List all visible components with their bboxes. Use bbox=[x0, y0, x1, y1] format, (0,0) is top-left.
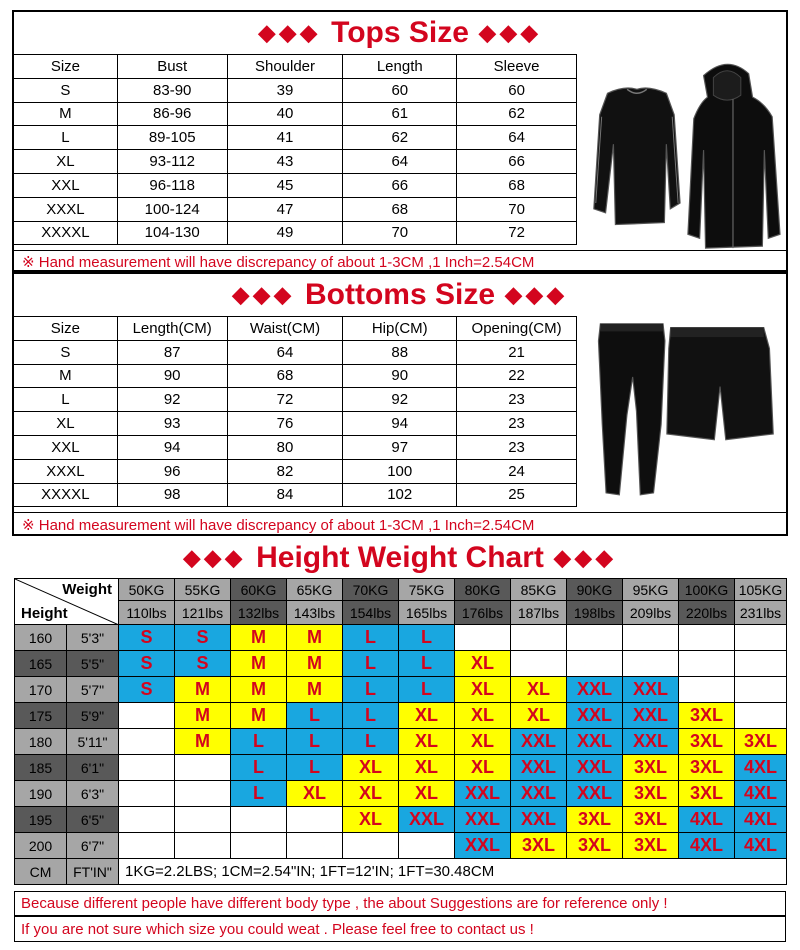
weight-lbs-header: 198lbs bbox=[567, 601, 623, 625]
height-row bbox=[15, 781, 787, 807]
table-cell: 49 bbox=[227, 221, 343, 245]
table-cell: M bbox=[14, 364, 118, 388]
size-recommendation-cell bbox=[119, 833, 175, 859]
size-recommendation-cell: L bbox=[287, 729, 343, 755]
size-recommendation-cell bbox=[175, 755, 231, 781]
table-cell: 76 bbox=[227, 412, 343, 436]
height-ft-cell: 6'5" bbox=[67, 807, 119, 833]
table-cell: S bbox=[14, 78, 118, 102]
bottoms-title-text: Bottoms Size bbox=[304, 278, 496, 311]
diamond-icons-left: ◆◆◆ bbox=[183, 545, 247, 570]
table-cell: 24 bbox=[457, 459, 577, 483]
height-row bbox=[15, 755, 787, 781]
table-cell: 25 bbox=[457, 483, 577, 507]
table-row bbox=[14, 483, 577, 507]
size-recommendation-cell: M bbox=[175, 729, 231, 755]
size-recommendation-cell: M bbox=[231, 703, 287, 729]
size-recommendation-cell bbox=[119, 703, 175, 729]
size-recommendation-cell: XL bbox=[455, 755, 511, 781]
size-recommendation-cell: L bbox=[399, 625, 455, 651]
height-row bbox=[15, 807, 787, 833]
size-recommendation-cell: XXL bbox=[567, 755, 623, 781]
table-cell: XXXXL bbox=[14, 483, 118, 507]
table-cell: M bbox=[14, 102, 118, 126]
table-cell: XXXL bbox=[14, 459, 118, 483]
table-row bbox=[14, 197, 577, 221]
size-recommendation-cell: XL bbox=[399, 729, 455, 755]
size-recommendation-cell bbox=[623, 625, 679, 651]
size-recommendation-cell bbox=[119, 807, 175, 833]
table-cell: 39 bbox=[227, 78, 343, 102]
size-recommendation-cell: XXL bbox=[511, 755, 567, 781]
size-recommendation-cell: 3XL bbox=[679, 781, 735, 807]
height-ft-cell: 6'7" bbox=[67, 833, 119, 859]
size-recommendation-cell: XXL bbox=[511, 729, 567, 755]
height-ft-cell: 5'11" bbox=[67, 729, 119, 755]
column-header: Sleeve bbox=[457, 55, 577, 79]
tops-size-table bbox=[13, 54, 577, 245]
corner-cell bbox=[15, 579, 119, 625]
height-cm-cell: 160 bbox=[15, 625, 67, 651]
size-recommendation-cell: L bbox=[287, 755, 343, 781]
weight-lbs-header: 110lbs bbox=[119, 601, 175, 625]
height-cm-cell: 175 bbox=[15, 703, 67, 729]
table-cell: 68 bbox=[227, 364, 343, 388]
column-header: Size bbox=[14, 55, 118, 79]
size-recommendation-cell bbox=[175, 833, 231, 859]
shorts-shape bbox=[667, 328, 773, 440]
table-header-row bbox=[14, 317, 577, 341]
weight-kg-header: 55KG bbox=[175, 579, 231, 601]
table-cell: 62 bbox=[343, 126, 457, 150]
size-recommendation-cell bbox=[119, 729, 175, 755]
table-cell: 97 bbox=[343, 435, 457, 459]
table-cell: 86-96 bbox=[117, 102, 227, 126]
size-recommendation-cell bbox=[511, 625, 567, 651]
size-recommendation-cell: XL bbox=[343, 781, 399, 807]
disclaimer-contact: If you are not sure which size you could weat . Please feel free to contact us ! bbox=[14, 916, 786, 942]
table-cell: S bbox=[14, 340, 118, 364]
table-cell: 60 bbox=[343, 78, 457, 102]
table-row bbox=[14, 459, 577, 483]
table-cell: 43 bbox=[227, 150, 343, 174]
size-recommendation-cell: XXL bbox=[455, 781, 511, 807]
size-recommendation-cell: XXL bbox=[623, 677, 679, 703]
size-recommendation-cell: XXL bbox=[567, 781, 623, 807]
table-cell: 72 bbox=[457, 221, 577, 245]
size-recommendation-cell bbox=[119, 781, 175, 807]
weight-kg-header: 95KG bbox=[623, 579, 679, 601]
tops-title-text: Tops Size bbox=[331, 16, 469, 49]
table-cell: L bbox=[14, 388, 118, 412]
weight-kg-header: 60KG bbox=[231, 579, 287, 601]
size-recommendation-cell bbox=[287, 807, 343, 833]
size-recommendation-cell: XL bbox=[399, 703, 455, 729]
weight-lbs-header: 154lbs bbox=[343, 601, 399, 625]
table-cell: 92 bbox=[343, 388, 457, 412]
size-recommendation-cell: XL bbox=[399, 755, 455, 781]
table-row bbox=[14, 150, 577, 174]
size-recommendation-cell: L bbox=[231, 755, 287, 781]
weight-kg-header: 85KG bbox=[511, 579, 567, 601]
weight-lbs-header: 231lbs bbox=[735, 601, 787, 625]
height-row bbox=[15, 625, 787, 651]
size-recommendation-cell: M bbox=[287, 625, 343, 651]
bottoms-size-section bbox=[12, 272, 788, 536]
table-row bbox=[14, 364, 577, 388]
size-recommendation-cell: S bbox=[119, 651, 175, 677]
table-cell: 61 bbox=[343, 102, 457, 126]
size-recommendation-cell bbox=[175, 781, 231, 807]
table-cell: 94 bbox=[343, 412, 457, 436]
kg-header-row bbox=[15, 579, 787, 601]
table-cell: 23 bbox=[457, 388, 577, 412]
size-recommendation-cell bbox=[567, 651, 623, 677]
weight-kg-header: 90KG bbox=[567, 579, 623, 601]
table-cell: 66 bbox=[457, 150, 577, 174]
table-cell: XL bbox=[14, 412, 118, 436]
table-cell: 93 bbox=[117, 412, 227, 436]
size-recommendation-cell: XL bbox=[455, 703, 511, 729]
table-cell: 22 bbox=[457, 364, 577, 388]
table-cell: 104-130 bbox=[117, 221, 227, 245]
size-recommendation-cell: L bbox=[343, 703, 399, 729]
weight-lbs-header: 132lbs bbox=[231, 601, 287, 625]
size-recommendation-cell bbox=[231, 807, 287, 833]
column-header: Size bbox=[14, 317, 118, 341]
height-ft-cell: 5'7" bbox=[67, 677, 119, 703]
height-row bbox=[15, 833, 787, 859]
corner-height-label: Height bbox=[21, 605, 68, 622]
weight-kg-header: 105KG bbox=[735, 579, 787, 601]
size-recommendation-cell: 3XL bbox=[735, 729, 787, 755]
table-row bbox=[14, 340, 577, 364]
weight-lbs-header: 220lbs bbox=[679, 601, 735, 625]
size-recommendation-cell bbox=[679, 677, 735, 703]
tops-product-photo bbox=[580, 56, 786, 252]
size-recommendation-cell: 3XL bbox=[623, 807, 679, 833]
column-header: Opening(CM) bbox=[457, 317, 577, 341]
tops-measurement-note: ※ Hand measurement will have discrepancy of about 1-3CM ,1 Inch=2.54CM bbox=[14, 250, 786, 272]
weight-kg-header: 100KG bbox=[679, 579, 735, 601]
table-cell: XXL bbox=[14, 435, 118, 459]
table-cell: 89-105 bbox=[117, 126, 227, 150]
table-cell: 68 bbox=[343, 197, 457, 221]
table-cell: 60 bbox=[457, 78, 577, 102]
table-cell: 94 bbox=[117, 435, 227, 459]
table-cell: 88 bbox=[343, 340, 457, 364]
size-recommendation-cell: XXL bbox=[567, 703, 623, 729]
table-cell: 68 bbox=[457, 173, 577, 197]
height-ft-cell: 6'3" bbox=[67, 781, 119, 807]
size-recommendation-cell bbox=[679, 625, 735, 651]
size-recommendation-cell: L bbox=[343, 651, 399, 677]
table-cell: 90 bbox=[343, 364, 457, 388]
weight-lbs-header: 121lbs bbox=[175, 601, 231, 625]
size-recommendation-cell bbox=[343, 833, 399, 859]
size-recommendation-cell bbox=[119, 755, 175, 781]
table-cell: 98 bbox=[117, 483, 227, 507]
table-cell: XXL bbox=[14, 173, 118, 197]
size-recommendation-cell: L bbox=[399, 651, 455, 677]
size-recommendation-cell: 3XL bbox=[567, 833, 623, 859]
size-recommendation-cell: S bbox=[119, 625, 175, 651]
table-cell: 21 bbox=[457, 340, 577, 364]
table-cell: XXXL bbox=[14, 197, 118, 221]
table-cell: 45 bbox=[227, 173, 343, 197]
height-cm-cell: 195 bbox=[15, 807, 67, 833]
table-cell: 96 bbox=[117, 459, 227, 483]
weight-kg-header: 65KG bbox=[287, 579, 343, 601]
table-cell: 100-124 bbox=[117, 197, 227, 221]
table-cell: 23 bbox=[457, 435, 577, 459]
footer-cm-label: CM bbox=[15, 859, 67, 885]
table-cell: L bbox=[14, 126, 118, 150]
size-recommendation-cell: S bbox=[175, 651, 231, 677]
weight-kg-header: 70KG bbox=[343, 579, 399, 601]
height-weight-table bbox=[14, 578, 787, 885]
size-recommendation-cell: M bbox=[231, 677, 287, 703]
height-cm-cell: 185 bbox=[15, 755, 67, 781]
weight-lbs-header: 143lbs bbox=[287, 601, 343, 625]
height-row bbox=[15, 677, 787, 703]
size-recommendation-cell: XXL bbox=[567, 729, 623, 755]
lbs-header-row bbox=[15, 601, 787, 625]
table-cell: 70 bbox=[343, 221, 457, 245]
height-cm-cell: 200 bbox=[15, 833, 67, 859]
size-recommendation-cell: 3XL bbox=[623, 833, 679, 859]
size-recommendation-cell: 4XL bbox=[679, 807, 735, 833]
table-cell: 84 bbox=[227, 483, 343, 507]
column-header: Waist(CM) bbox=[227, 317, 343, 341]
table-row bbox=[14, 173, 577, 197]
bottoms-title bbox=[14, 274, 786, 316]
size-recommendation-cell bbox=[511, 651, 567, 677]
size-recommendation-cell: XL bbox=[343, 807, 399, 833]
height-row bbox=[15, 729, 787, 755]
column-header: Hip(CM) bbox=[343, 317, 457, 341]
table-cell: 102 bbox=[343, 483, 457, 507]
hw-title bbox=[0, 538, 800, 578]
table-cell: 70 bbox=[457, 197, 577, 221]
size-recommendation-cell: XL bbox=[287, 781, 343, 807]
column-header: Bust bbox=[117, 55, 227, 79]
size-recommendation-cell: L bbox=[231, 729, 287, 755]
leggings-shape bbox=[598, 324, 665, 495]
size-recommendation-cell: 3XL bbox=[623, 755, 679, 781]
size-recommendation-cell: L bbox=[343, 729, 399, 755]
table-cell: 64 bbox=[227, 340, 343, 364]
diamond-icons-right: ◆◆◆ bbox=[553, 545, 617, 570]
diamond-icons-right: ◆◆◆ bbox=[478, 20, 542, 45]
weight-lbs-header: 209lbs bbox=[623, 601, 679, 625]
height-ft-cell: 5'5" bbox=[67, 651, 119, 677]
size-recommendation-cell: XXL bbox=[455, 807, 511, 833]
size-recommendation-cell: 4XL bbox=[735, 807, 787, 833]
size-recommendation-cell: XL bbox=[399, 781, 455, 807]
size-recommendation-cell: 3XL bbox=[567, 807, 623, 833]
height-row bbox=[15, 651, 787, 677]
size-recommendation-cell: M bbox=[231, 625, 287, 651]
table-cell: 83-90 bbox=[117, 78, 227, 102]
size-recommendation-cell bbox=[231, 833, 287, 859]
table-cell: 82 bbox=[227, 459, 343, 483]
height-ft-cell: 5'9" bbox=[67, 703, 119, 729]
size-recommendation-cell: 3XL bbox=[679, 703, 735, 729]
table-cell: 66 bbox=[343, 173, 457, 197]
diamond-icons-right: ◆◆◆ bbox=[505, 282, 568, 307]
size-recommendation-cell bbox=[287, 833, 343, 859]
size-recommendation-cell: XXL bbox=[455, 833, 511, 859]
size-recommendation-cell: M bbox=[287, 651, 343, 677]
table-cell: 64 bbox=[457, 126, 577, 150]
weight-lbs-header: 165lbs bbox=[399, 601, 455, 625]
tops-size-section bbox=[12, 10, 788, 272]
size-recommendation-cell: M bbox=[175, 703, 231, 729]
size-recommendation-cell: 3XL bbox=[623, 781, 679, 807]
weight-kg-header: 50KG bbox=[119, 579, 175, 601]
table-cell: 40 bbox=[227, 102, 343, 126]
size-recommendation-cell bbox=[455, 625, 511, 651]
column-header: Shoulder bbox=[227, 55, 343, 79]
size-recommendation-cell: L bbox=[399, 677, 455, 703]
weight-lbs-header: 176lbs bbox=[455, 601, 511, 625]
table-row bbox=[14, 412, 577, 436]
table-row bbox=[14, 78, 577, 102]
height-ft-cell: 6'1" bbox=[67, 755, 119, 781]
size-recommendation-cell: XL bbox=[343, 755, 399, 781]
table-cell: XXXXL bbox=[14, 221, 118, 245]
conversion-row bbox=[15, 859, 787, 885]
table-cell: 90 bbox=[117, 364, 227, 388]
corner-weight-label: Weight bbox=[62, 581, 112, 598]
table-cell: 96-118 bbox=[117, 173, 227, 197]
diamond-icons-left: ◆◆◆ bbox=[232, 282, 295, 307]
table-cell: 62 bbox=[457, 102, 577, 126]
height-cm-cell: 170 bbox=[15, 677, 67, 703]
size-recommendation-cell: L bbox=[343, 625, 399, 651]
size-recommendation-cell: M bbox=[287, 677, 343, 703]
weight-kg-header: 75KG bbox=[399, 579, 455, 601]
weight-kg-header: 80KG bbox=[455, 579, 511, 601]
size-recommendation-cell bbox=[735, 625, 787, 651]
size-recommendation-cell: L bbox=[343, 677, 399, 703]
table-cell: 23 bbox=[457, 412, 577, 436]
height-cm-cell: 180 bbox=[15, 729, 67, 755]
size-recommendation-cell: XL bbox=[455, 677, 511, 703]
table-row bbox=[14, 102, 577, 126]
size-recommendation-cell bbox=[679, 651, 735, 677]
size-recommendation-cell bbox=[735, 703, 787, 729]
size-recommendation-cell: XXL bbox=[623, 703, 679, 729]
size-recommendation-cell: XXL bbox=[623, 729, 679, 755]
table-row bbox=[14, 126, 577, 150]
tops-title bbox=[14, 12, 786, 54]
height-cm-cell: 190 bbox=[15, 781, 67, 807]
column-header: Length(CM) bbox=[117, 317, 227, 341]
size-recommendation-cell bbox=[567, 625, 623, 651]
size-recommendation-cell: M bbox=[175, 677, 231, 703]
height-row bbox=[15, 703, 787, 729]
size-recommendation-cell: XXL bbox=[567, 677, 623, 703]
size-recommendation-cell: 4XL bbox=[735, 833, 787, 859]
size-recommendation-cell: XL bbox=[455, 729, 511, 755]
size-recommendation-cell: 4XL bbox=[735, 781, 787, 807]
size-recommendation-cell: L bbox=[287, 703, 343, 729]
size-recommendation-cell bbox=[623, 651, 679, 677]
bottoms-measurement-note: ※ Hand measurement will have discrepancy of about 1-3CM ,1 Inch=2.54CM bbox=[14, 512, 786, 536]
table-cell: 41 bbox=[227, 126, 343, 150]
table-cell: 87 bbox=[117, 340, 227, 364]
size-recommendation-cell bbox=[735, 651, 787, 677]
size-recommendation-cell: 4XL bbox=[679, 833, 735, 859]
column-header: Length bbox=[343, 55, 457, 79]
table-row bbox=[14, 435, 577, 459]
table-row bbox=[14, 388, 577, 412]
disclaimer-reference: Because different people have different body type , the about Suggestions are for reference only ! bbox=[14, 891, 786, 916]
table-cell: 64 bbox=[343, 150, 457, 174]
size-recommendation-cell: 4XL bbox=[735, 755, 787, 781]
table-header-row bbox=[14, 55, 577, 79]
bottoms-size-table bbox=[13, 316, 577, 507]
table-cell: 47 bbox=[227, 197, 343, 221]
bottoms-product-photo bbox=[580, 320, 786, 510]
footer-ft-label: FT'IN" bbox=[67, 859, 119, 885]
size-recommendation-cell: XL bbox=[455, 651, 511, 677]
table-cell: 100 bbox=[343, 459, 457, 483]
size-recommendation-cell: L bbox=[231, 781, 287, 807]
size-recommendation-cell: XXL bbox=[511, 781, 567, 807]
size-recommendation-cell: XXL bbox=[511, 807, 567, 833]
size-recommendation-cell: XXL bbox=[399, 807, 455, 833]
shirt-shape bbox=[594, 88, 680, 225]
size-recommendation-cell bbox=[175, 807, 231, 833]
size-recommendation-cell: M bbox=[231, 651, 287, 677]
table-cell: 93-112 bbox=[117, 150, 227, 174]
size-recommendation-cell bbox=[399, 833, 455, 859]
size-recommendation-cell: 3XL bbox=[679, 729, 735, 755]
weight-lbs-header: 187lbs bbox=[511, 601, 567, 625]
table-row bbox=[14, 221, 577, 245]
table-cell: XL bbox=[14, 150, 118, 174]
size-recommendation-cell: S bbox=[119, 677, 175, 703]
unit-conversion-text: 1KG=2.2LBS; 1CM=2.54"IN; 1FT=12'IN; 1FT=30.48CM bbox=[119, 859, 787, 885]
size-recommendation-cell: S bbox=[175, 625, 231, 651]
hw-title-text: Height Weight Chart bbox=[256, 541, 544, 574]
size-recommendation-cell: 3XL bbox=[511, 833, 567, 859]
table-cell: 92 bbox=[117, 388, 227, 412]
table-cell: 72 bbox=[227, 388, 343, 412]
height-ft-cell: 5'3" bbox=[67, 625, 119, 651]
size-recommendation-cell: XL bbox=[511, 677, 567, 703]
size-recommendation-cell: 3XL bbox=[679, 755, 735, 781]
size-recommendation-cell bbox=[735, 677, 787, 703]
height-cm-cell: 165 bbox=[15, 651, 67, 677]
table-cell: 80 bbox=[227, 435, 343, 459]
diamond-icons-left: ◆◆◆ bbox=[258, 20, 322, 45]
size-recommendation-cell: XL bbox=[511, 703, 567, 729]
